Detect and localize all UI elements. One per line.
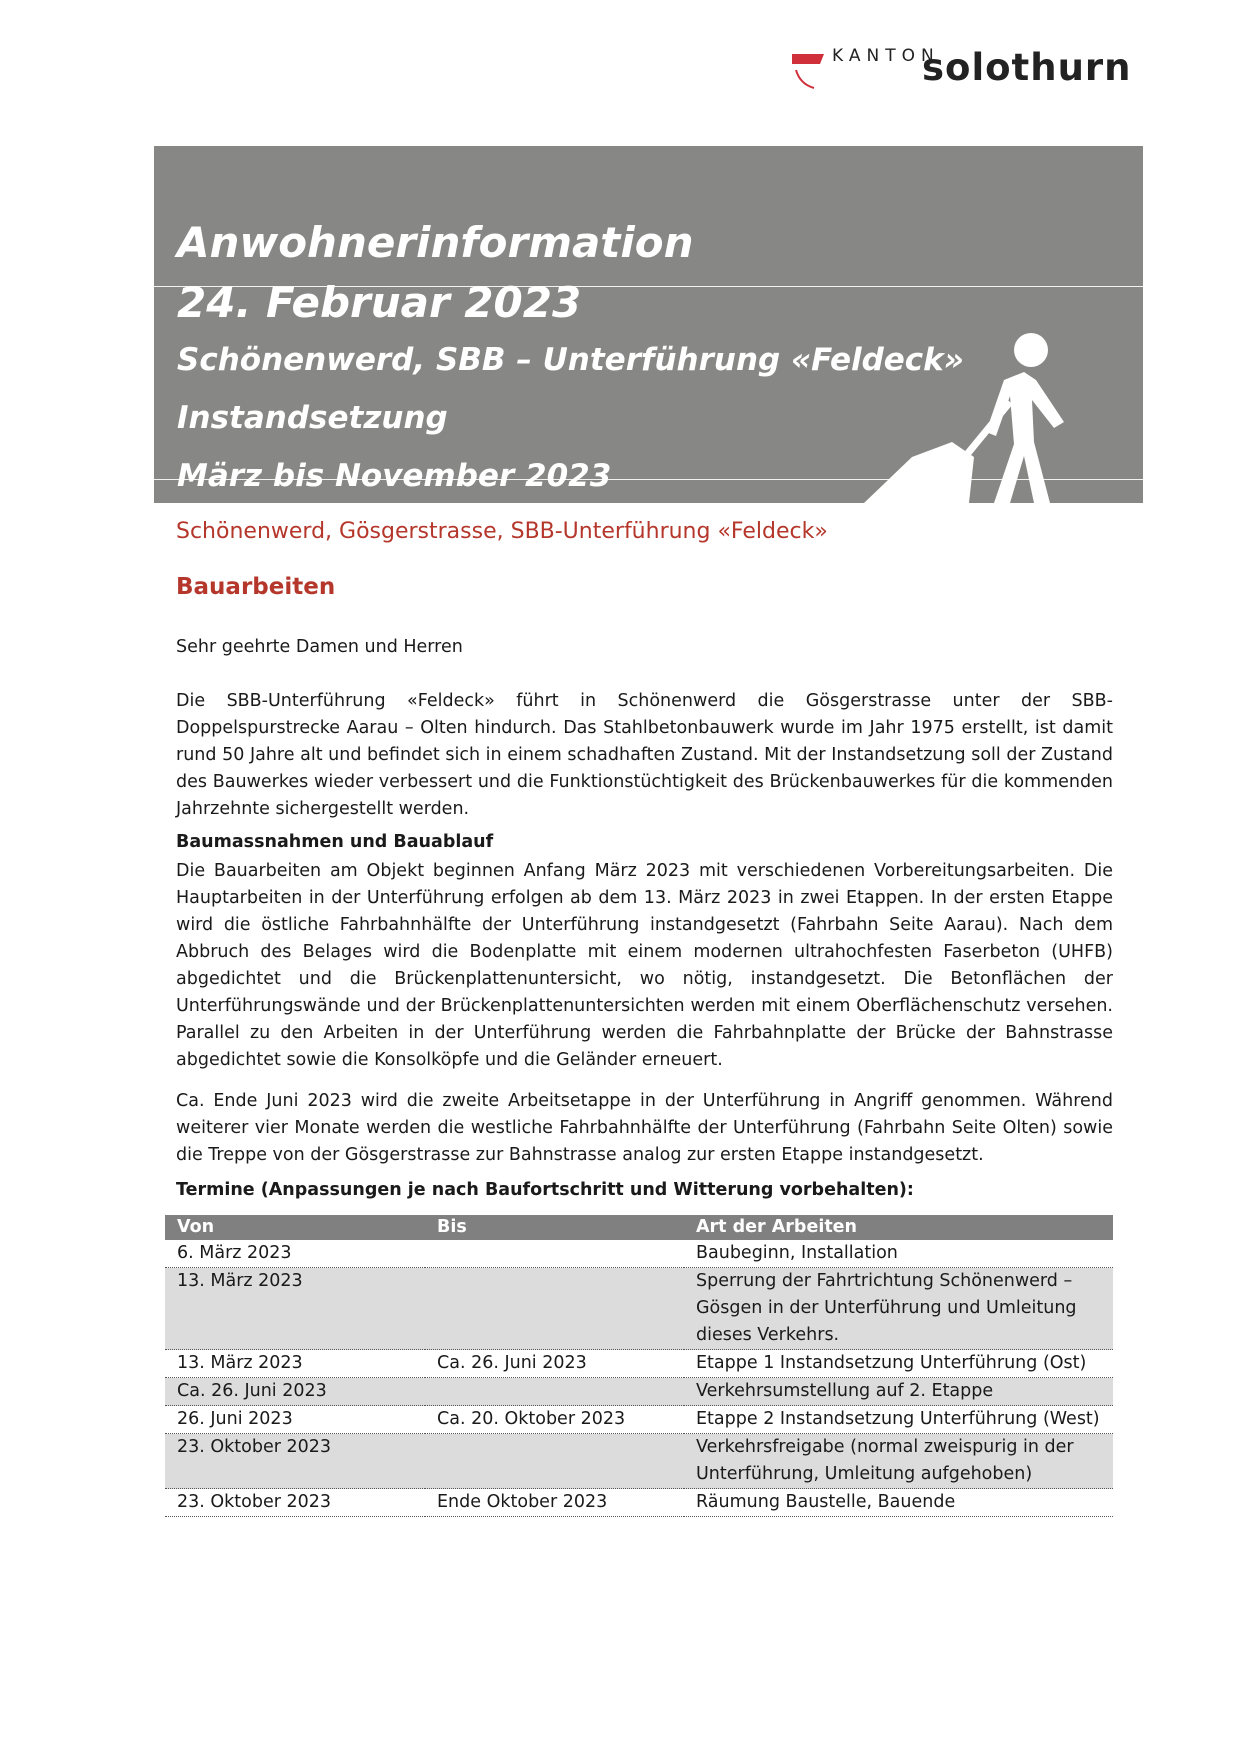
cell-art: Verkehrsumstellung auf 2. Etappe: [684, 1378, 1113, 1406]
cell-art: Verkehrsfreigabe (normal zweispurig in der Unterführung, Umleitung aufgehoben): [684, 1434, 1113, 1489]
cell-bis: Ca. 20. Oktober 2023: [425, 1406, 684, 1434]
cell-bis: [425, 1240, 684, 1268]
measures-heading: Baumassnahmen und Bauablauf: [176, 832, 494, 852]
cell-bis: [425, 1268, 684, 1350]
banner-period: März bis November 2023: [177, 458, 612, 494]
table-header-row: [165, 1215, 1113, 1240]
greeting: Sehr geehrte Damen und Herren: [176, 637, 463, 657]
schedule-table: [165, 1215, 1113, 1517]
cell-art: Sperrung der Fahrtrichtung Schönenwerd – Gösgen in der Unterführung und Umleitung dieses Verkehrs.: [684, 1268, 1113, 1350]
section-title: Bauarbeiten: [176, 574, 336, 600]
cell-art: Etappe 1 Instandsetzung Unterführung (Ost): [684, 1350, 1113, 1378]
logo-name: solothurn: [922, 46, 1132, 89]
cell-von: 23. Oktober 2023: [165, 1489, 425, 1517]
cell-art: Baubeginn, Installation: [684, 1240, 1113, 1268]
cell-art: Etappe 2 Instandsetzung Unterführung (West): [684, 1406, 1113, 1434]
cell-bis: [425, 1434, 684, 1489]
table-row: [165, 1240, 1113, 1268]
table-row: [165, 1378, 1113, 1406]
cell-von: 13. März 2023: [165, 1350, 425, 1378]
banner-title: Anwohnerinformation: [177, 218, 694, 267]
cell-von: 26. Juni 2023: [165, 1406, 425, 1434]
banner-project: Schönenwerd, SBB – Unterführung «Feldeck»: [177, 342, 964, 378]
cell-art: Räumung Baustelle, Bauende: [684, 1489, 1113, 1517]
cell-bis: Ca. 26. Juni 2023: [425, 1350, 684, 1378]
cell-von: Ca. 26. Juni 2023: [165, 1378, 425, 1406]
column-header-bis: Bis: [425, 1215, 684, 1240]
column-header-art: Art der Arbeiten: [684, 1215, 1113, 1240]
cell-von: 23. Oktober 2023: [165, 1434, 425, 1489]
table-row: [165, 1489, 1113, 1517]
table-row: [165, 1434, 1113, 1489]
table-row: [165, 1350, 1113, 1378]
cell-von: 6. März 2023: [165, 1240, 425, 1268]
intro-paragraph: Die SBB-Unterführung «Feldeck» führt in Schönenwerd die Gösgerstrasse unter der SBB-Doppelspurstrecke Aarau – Olten hindurch. Das Stahlbetonbauwerk wurde im Jahr 1975 erstellt, ist damit rund 50 Jahre alt und befindet sich in einem schadhaften Zustand. Mit der Instandsetzung soll der Zustand des Bauwerkes wieder verbessert und die Funktionstüchtigkeit des Brückenbauwerkes für die kommenden Jahrzehnte sichergestellt werden.: [176, 691, 1113, 819]
table-row: [165, 1268, 1113, 1350]
location-subtitle: Schönenwerd, Gösgerstrasse, SBB-Unterführung «Feldeck»: [176, 519, 828, 544]
cell-von: 13. März 2023: [165, 1268, 425, 1350]
measures-paragraph-2: Ca. Ende Juni 2023 wird die zweite Arbeitsetappe in der Unterführung in Angriff genommen. Während weiterer vier Monate werden die westliche Fahrbahnhälfte der Unterführung (Fahrbahn Seite Olten) sowie die Treppe von der Gösgerstrasse zur Bahnstrasse analog zur ersten Etappe instandgesetzt.: [176, 1091, 1113, 1165]
kanton-solothurn-logo: [790, 42, 1160, 92]
measures-paragraph-1: Die Bauarbeiten am Objekt beginnen Anfang März 2023 mit verschiedenen Vorbereitungsarbeiten. Die Hauptarbeiten in der Unterführung erfolgen ab dem 13. März 2023 in zwei Etappen. In der ersten Etappe wird die östliche Fahrbahnhälfte der Unterführung instandgesetzt (Fahrbahn Seite Aarau). Nach dem Abbruch des Belages wird die Bodenplatte mit einem modernen ultrahochfesten Faserbeton (UHFB) abgedichtet und die Brückenplattenuntersicht, wo nötig, instandgesetzt. Die Betonflächen der Unterführungswände und der Brückenplattenuntersichten werden mit einem Oberflächenschutz versehen. Parallel zu den Arbeiten in der Unterführung werden die Fahrbahnplatte der Brücke der Bahnstrasse abgedichtet sowie die Konsolköpfe und die Geländer erneuert.: [176, 861, 1113, 1070]
logo-prefix: KANTON: [832, 46, 940, 66]
column-header-von: Von: [165, 1215, 425, 1240]
banner-date: 24. Februar 2023: [177, 278, 582, 327]
cell-bis: [425, 1378, 684, 1406]
banner-type: Instandsetzung: [177, 400, 448, 436]
logo-mark-icon: [790, 50, 828, 90]
header-banner: [154, 146, 1143, 503]
schedule-heading: Termine (Anpassungen je nach Baufortschritt und Witterung vorbehalten):: [176, 1180, 914, 1200]
cell-bis: Ende Oktober 2023: [425, 1489, 684, 1517]
construction-worker-icon: [864, 332, 1094, 503]
table-row: [165, 1406, 1113, 1434]
